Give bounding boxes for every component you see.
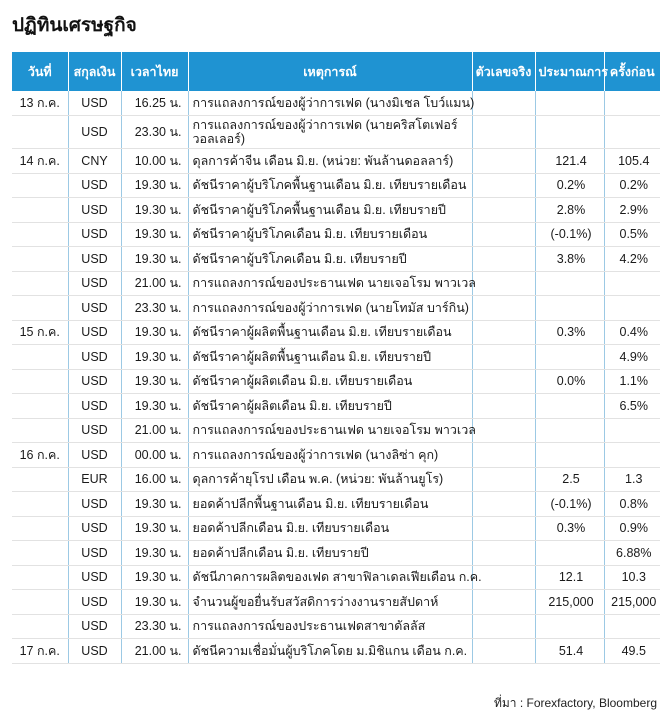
previous-cell: 6.5%	[604, 394, 660, 419]
time-cell: 19.30 น.	[121, 173, 188, 198]
previous-cell	[604, 116, 660, 149]
event-cell: ดัชนีราคาผู้ผลิตพื้นฐานเดือน มิ.ย. เทียบรายเดือน	[188, 320, 472, 345]
date-cell	[12, 271, 68, 296]
table-row	[12, 345, 660, 370]
date-cell	[12, 565, 68, 590]
time-cell: 19.30 น.	[121, 541, 188, 566]
date-cell	[12, 198, 68, 223]
previous-cell	[604, 91, 660, 116]
event-cell: ดัชนีราคาผู้ผลิตเดือน มิ.ย. เทียบรายเดือน	[188, 369, 472, 394]
date-cell	[12, 467, 68, 492]
previous-cell: 0.8%	[604, 492, 660, 517]
date-cell: 15 ก.ค.	[12, 320, 68, 345]
date-cell	[12, 296, 68, 321]
table-row	[12, 394, 660, 419]
date-cell: 16 ก.ค.	[12, 443, 68, 468]
currency-cell: USD	[68, 247, 121, 272]
event-cell: จำนวนผู้ขอยื่นรับสวัสดิการว่างงานรายสัปดาห์	[188, 590, 472, 615]
actual-cell	[472, 247, 535, 272]
actual-cell	[472, 639, 535, 664]
time-cell: 19.30 น.	[121, 222, 188, 247]
actual-cell	[472, 418, 535, 443]
currency-cell: USD	[68, 418, 121, 443]
previous-cell	[604, 614, 660, 639]
table-row	[12, 492, 660, 517]
table-row	[12, 443, 660, 468]
estimate-cell	[535, 91, 604, 116]
previous-cell: 1.1%	[604, 369, 660, 394]
date-cell	[12, 345, 68, 370]
actual-cell	[472, 149, 535, 174]
time-cell: 16.25 น.	[121, 91, 188, 116]
estimate-cell	[535, 443, 604, 468]
previous-cell: 4.2%	[604, 247, 660, 272]
estimate-cell	[535, 541, 604, 566]
date-cell	[12, 614, 68, 639]
estimate-cell	[535, 271, 604, 296]
previous-cell: 0.2%	[604, 173, 660, 198]
date-cell	[12, 590, 68, 615]
time-cell: 19.30 น.	[121, 369, 188, 394]
currency-cell: USD	[68, 394, 121, 419]
date-cell	[12, 541, 68, 566]
time-cell: 19.30 น.	[121, 198, 188, 223]
event-cell: ดัชนีราคาผู้บริโภคเดือน มิ.ย. เทียบรายปี	[188, 247, 472, 272]
table-row	[12, 271, 660, 296]
previous-cell: 49.5	[604, 639, 660, 664]
actual-cell	[472, 198, 535, 223]
date-cell	[12, 222, 68, 247]
actual-cell	[472, 345, 535, 370]
table-row	[12, 296, 660, 321]
estimate-cell	[535, 418, 604, 443]
time-cell: 19.30 น.	[121, 320, 188, 345]
time-cell: 19.30 น.	[121, 492, 188, 517]
estimate-cell: 2.5	[535, 467, 604, 492]
date-cell: 14 ก.ค.	[12, 149, 68, 174]
time-cell: 10.00 น.	[121, 149, 188, 174]
table-row	[12, 149, 660, 174]
currency-cell: USD	[68, 565, 121, 590]
event-cell: การแถลงการณ์ของประธานเฟด นายเจอโรม พาวเวล	[188, 271, 472, 296]
table-row	[12, 320, 660, 345]
previous-cell: 0.9%	[604, 516, 660, 541]
previous-cell	[604, 296, 660, 321]
actual-cell	[472, 541, 535, 566]
estimate-cell	[535, 116, 604, 149]
table-row	[12, 565, 660, 590]
estimate-cell: (-0.1%)	[535, 222, 604, 247]
estimate-cell: 51.4	[535, 639, 604, 664]
table-row	[12, 418, 660, 443]
currency-cell: CNY	[68, 149, 121, 174]
date-cell	[12, 418, 68, 443]
time-cell: 19.30 น.	[121, 247, 188, 272]
time-cell: 21.00 น.	[121, 271, 188, 296]
currency-cell: USD	[68, 516, 121, 541]
estimate-cell: 0.2%	[535, 173, 604, 198]
estimate-cell	[535, 296, 604, 321]
currency-cell: USD	[68, 345, 121, 370]
estimate-cell: 121.4	[535, 149, 604, 174]
actual-cell	[472, 443, 535, 468]
time-cell: 23.30 น.	[121, 116, 188, 149]
estimate-cell: 0.0%	[535, 369, 604, 394]
estimate-cell: 0.3%	[535, 516, 604, 541]
previous-cell: 105.4	[604, 149, 660, 174]
event-cell: การแถลงการณ์ของผู้ว่าการเฟด (นายโทมัส บาร์กิน)	[188, 296, 472, 321]
date-cell	[12, 516, 68, 541]
table-row	[12, 116, 660, 149]
table-row	[12, 91, 660, 116]
event-cell: ดัชนีความเชื่อมั่นผู้บริโภคโดย ม.มิชิแกน เดือน ก.ค.	[188, 639, 472, 664]
actual-cell	[472, 116, 535, 149]
estimate-cell	[535, 614, 604, 639]
date-cell	[12, 369, 68, 394]
currency-cell: USD	[68, 443, 121, 468]
actual-cell	[472, 222, 535, 247]
estimate-cell	[535, 394, 604, 419]
page-title: ปฏิทินเศรษฐกิจ	[12, 15, 137, 36]
actual-cell	[472, 91, 535, 116]
table-header-row	[12, 52, 660, 91]
currency-cell: USD	[68, 614, 121, 639]
estimate-cell: 0.3%	[535, 320, 604, 345]
previous-cell	[604, 418, 660, 443]
economic-calendar-table	[12, 52, 660, 664]
actual-cell	[472, 492, 535, 517]
time-cell: 21.00 น.	[121, 639, 188, 664]
column-header-time: เวลาไทย	[121, 52, 188, 91]
table-row	[12, 467, 660, 492]
table-row	[12, 541, 660, 566]
previous-cell: 10.3	[604, 565, 660, 590]
time-cell: 23.30 น.	[121, 296, 188, 321]
event-cell: การแถลงการณ์ของประธานเฟด นายเจอโรม พาวเวล	[188, 418, 472, 443]
event-cell: ดัชนีราคาผู้บริโภคพื้นฐานเดือน มิ.ย. เทียบรายเดือน	[188, 173, 472, 198]
column-header-actual: ตัวเลขจริง	[472, 52, 535, 91]
column-header-previous: ครั้งก่อน	[604, 52, 660, 91]
event-cell: ดัชนีภาคการผลิตของเฟด สาขาฟิลาเดลเฟียเดือน ก.ค.	[188, 565, 472, 590]
previous-cell: 2.9%	[604, 198, 660, 223]
table-row	[12, 590, 660, 615]
currency-cell: USD	[68, 116, 121, 149]
time-cell: 21.00 น.	[121, 418, 188, 443]
actual-cell	[472, 516, 535, 541]
event-cell: ดัชนีราคาผู้ผลิตพื้นฐานเดือน มิ.ย. เทียบรายปี	[188, 345, 472, 370]
column-header-event: เหตุการณ์	[188, 52, 472, 91]
estimate-cell: 12.1	[535, 565, 604, 590]
currency-cell: USD	[68, 639, 121, 664]
estimate-cell: 215,000	[535, 590, 604, 615]
previous-cell	[604, 443, 660, 468]
event-cell: ยอดค้าปลีกเดือน มิ.ย. เทียบรายเดือน	[188, 516, 472, 541]
currency-cell: USD	[68, 541, 121, 566]
previous-cell: 6.88%	[604, 541, 660, 566]
currency-cell: USD	[68, 91, 121, 116]
event-cell: การแถลงการณ์ของผู้ว่าการเฟด (นางลิซ่า คุก)	[188, 443, 472, 468]
table-body	[12, 91, 660, 663]
column-header-currency: สกุลเงิน	[68, 52, 121, 91]
date-cell	[12, 492, 68, 517]
actual-cell	[472, 369, 535, 394]
table-row	[12, 516, 660, 541]
date-cell: 13 ก.ค.	[12, 91, 68, 116]
previous-cell: 215,000	[604, 590, 660, 615]
previous-cell: 1.3	[604, 467, 660, 492]
time-cell: 19.30 น.	[121, 345, 188, 370]
time-cell: 00.00 น.	[121, 443, 188, 468]
table-row	[12, 639, 660, 664]
date-cell: 17 ก.ค.	[12, 639, 68, 664]
date-cell	[12, 247, 68, 272]
event-cell: ยอดค้าปลีกเดือน มิ.ย. เทียบรายปี	[188, 541, 472, 566]
currency-cell: USD	[68, 296, 121, 321]
actual-cell	[472, 320, 535, 345]
table-row	[12, 247, 660, 272]
estimate-cell: 2.8%	[535, 198, 604, 223]
currency-cell: USD	[68, 173, 121, 198]
previous-cell: 0.5%	[604, 222, 660, 247]
table-row	[12, 369, 660, 394]
time-cell: 19.30 น.	[121, 590, 188, 615]
actual-cell	[472, 394, 535, 419]
source-note: ที่มา : Forexfactory, Bloomberg	[493, 696, 657, 710]
event-cell: การแถลงการณ์ของประธานเฟดสาขาดัลลัส	[188, 614, 472, 639]
currency-cell: USD	[68, 320, 121, 345]
currency-cell: USD	[68, 492, 121, 517]
date-cell	[12, 173, 68, 198]
event-cell: การแถลงการณ์ของผู้ว่าการเฟด (นางมิเชล โบว์แมน)	[188, 91, 472, 116]
event-cell: ดุลการค้ายุโรป เดือน พ.ค. (หน่วย: พันล้านยูโร)	[188, 467, 472, 492]
table-row	[12, 173, 660, 198]
estimate-cell: 3.8%	[535, 247, 604, 272]
previous-cell: 4.9%	[604, 345, 660, 370]
date-cell	[12, 116, 68, 149]
column-header-date: วันที่	[12, 52, 68, 91]
currency-cell: USD	[68, 590, 121, 615]
table-row	[12, 222, 660, 247]
currency-cell: USD	[68, 198, 121, 223]
time-cell: 23.30 น.	[121, 614, 188, 639]
event-cell: ยอดค้าปลีกพื้นฐานเดือน มิ.ย. เทียบรายเดือน	[188, 492, 472, 517]
column-header-estimate: ประมาณการ	[535, 52, 604, 91]
table-row	[12, 614, 660, 639]
actual-cell	[472, 296, 535, 321]
event-cell: ดัชนีราคาผู้ผลิตเดือน มิ.ย. เทียบรายปี	[188, 394, 472, 419]
estimate-cell	[535, 345, 604, 370]
event-cell: ดัชนีราคาผู้บริโภคพื้นฐานเดือน มิ.ย. เทียบรายปี	[188, 198, 472, 223]
currency-cell: EUR	[68, 467, 121, 492]
time-cell: 16.00 น.	[121, 467, 188, 492]
date-cell	[12, 394, 68, 419]
actual-cell	[472, 614, 535, 639]
actual-cell	[472, 271, 535, 296]
currency-cell: USD	[68, 369, 121, 394]
event-cell: การแถลงการณ์ของผู้ว่าการเฟด (นายคริสโตเฟอร์ วอลเลอร์)	[188, 116, 472, 149]
actual-cell	[472, 467, 535, 492]
currency-cell: USD	[68, 222, 121, 247]
previous-cell	[604, 271, 660, 296]
time-cell: 19.30 น.	[121, 565, 188, 590]
event-cell: ดัชนีราคาผู้บริโภคเดือน มิ.ย. เทียบรายเดือน	[188, 222, 472, 247]
event-cell: ดุลการค้าจีน เดือน มิ.ย. (หน่วย: พันล้านดอลลาร์)	[188, 149, 472, 174]
currency-cell: USD	[68, 271, 121, 296]
previous-cell: 0.4%	[604, 320, 660, 345]
table-row	[12, 198, 660, 223]
time-cell: 19.30 น.	[121, 394, 188, 419]
actual-cell	[472, 173, 535, 198]
estimate-cell: (-0.1%)	[535, 492, 604, 517]
time-cell: 19.30 น.	[121, 516, 188, 541]
actual-cell	[472, 590, 535, 615]
